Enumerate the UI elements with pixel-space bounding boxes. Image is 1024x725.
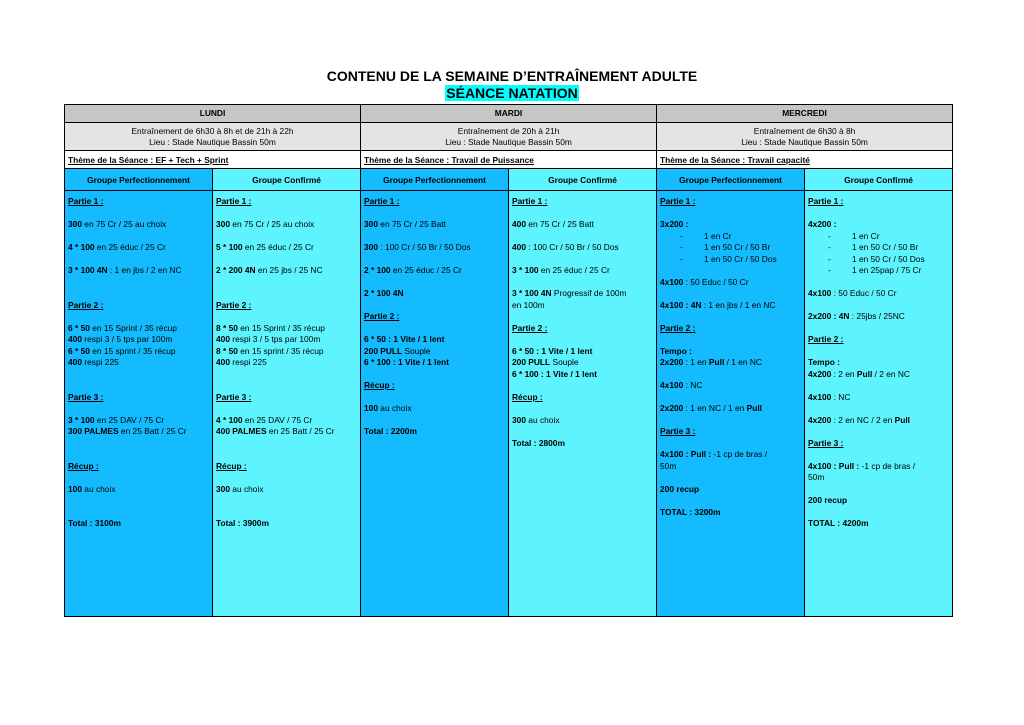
group-conf-mardi: Groupe Confirmé <box>509 169 657 191</box>
total-mercredi-perf: TOTAL : 3200m <box>660 506 721 517</box>
day-header-lundi: LUNDI <box>65 105 361 123</box>
group-perf-mardi: Groupe Perfectionnement <box>361 169 509 191</box>
session-mercredi-perf: Partie 1 : 3x200 : - 1 en Cr - 1 en 50 Cr / 50 Br - 1 en 50 Cr / 50 Dos 4x100 : 50 Educ / 50 Cr 4x100 : 4N : 1 en jbs / 1 en NC Partie 2 : Tempo : 2x200 : 1 en Pull / 1 en NC 4x100 : NC 2x200 : 1 en NC / 1 en Pull Partie 3 : 4x100 : Pull : -1 cp de bras / 50m 200 recup TOTAL : 3200m <box>657 191 805 617</box>
group-conf-lundi: Groupe Confirmé <box>213 169 361 191</box>
day-header-mercredi: MERCREDI <box>657 105 953 123</box>
info-mardi: Entraînement de 20h à 21h Lieu : Stade Nautique Bassin 50m <box>361 123 657 151</box>
total-mardi-perf: Total : 2200m <box>364 426 417 436</box>
total-mercredi-conf: TOTAL : 4200m <box>808 518 869 528</box>
theme-mercredi: Thème de la Séance : Travail capacité <box>657 151 953 169</box>
group-perf-mercredi: Groupe Perfectionnement <box>657 169 805 191</box>
session-mardi-conf: Partie 1 : 400 en 75 Cr / 25 Batt 400 : 100 Cr / 50 Br / 50 Dos 3 * 100 en 25 éduc / 25 Cr 3 * 100 4N Progressif de 100m en 100m Partie 2 : 6 * 50 : 1 Vite / 1 lent 200 PULL Souple 6 * 100 : 1 Vite / 1 lent Récup : 300 au choix Total : 2800m <box>509 191 657 617</box>
document-subtitle: SÉANCE NATATION <box>446 85 578 101</box>
day-header-mardi: MARDI <box>361 105 657 123</box>
theme-mardi: Thème de la Séance : Travail de Puissance <box>361 151 657 169</box>
theme-lundi: Thème de la Séance : EF + Tech + Sprint <box>65 151 361 169</box>
session-mardi-perf: Partie 1 : 300 en 75 Cr / 25 Batt 300 : 100 Cr / 50 Br / 50 Dos 2 * 100 en 25 éduc / 25 Cr 2 * 100 4N Partie 2 : 6 * 50 : 1 Vite / 1 lent 200 PULL Souple 6 * 100 : 1 Vite / 1 lent Récup : 100 au choix Total : 2200m <box>361 191 509 617</box>
total-lundi-perf: Total : 3100m <box>68 518 121 528</box>
document-title: CONTENU DE LA SEMAINE D’ENTRAÎNEMENT ADULTE <box>326 68 698 84</box>
total-lundi-conf: Total : 3900m <box>216 518 269 528</box>
info-mercredi: Entraînement de 6h30 à 8h Lieu : Stade Nautique Bassin 50m <box>657 123 953 151</box>
session-lundi-perf: Partie 1 : 300 en 75 Cr / 25 au choix 4 * 100 en 25 éduc / 25 Cr 3 * 100 4N : 1 en jbs / 2 en NC Partie 2 : 6 * 50 en 15 Sprint / 35 récup 400 respi 3 / 5 tps par 100m 6 * 50 en 15 sprint / 35 récup 400 respi 225 Partie 3 : 3 * 100 en 25 DAV / 75 Cr 300 PALMES en 25 Batt / 25 Cr Récup : 100 au choix Total : 3100m <box>65 191 213 617</box>
group-conf-mercredi: Groupe Confirmé <box>805 169 953 191</box>
session-lundi-conf: Partie 1 : 300 en 75 Cr / 25 au choix 5 * 100 en 25 éduc / 25 Cr 2 * 200 4N en 25 jbs / 25 NC Partie 2 : 8 * 50 en 15 Sprint / 35 récup 400 respi 3 / 5 tps par 100m 8 * 50 en 15 sprint / 35 récup 400 respi 225 Partie 3 : 4 * 100 en 25 DAV / 75 Cr 400 PALMES en 25 Batt / 25 Cr Récup : 300 au choix Total : 3900m <box>213 191 361 617</box>
session-mercredi-conf: Partie 1 : 4x200 : - 1 en Cr - 1 en 50 Cr / 50 Br - 1 en 50 Cr / 50 Dos - 1 en 25pap / 75 Cr 4x100 : 50 Educ / 50 Cr 2x200 : 4N : 25jbs / 25NC Partie 2 : Tempo : 4x200 : 2 en Pull / 2 en NC 4x100 : NC 4x200 : 2 en NC / 2 en Pull Partie 3 : 4x100 : Pull : -1 cp de bras / 50m 200 recup TOTAL : 4200m <box>805 191 953 617</box>
info-lundi: Entraînement de 6h30 à 8h et de 21h à 22h Lieu : Stade Nautique Bassin 50m <box>65 123 361 151</box>
total-mardi-conf: Total : 2800m <box>512 437 565 448</box>
group-perf-lundi: Groupe Perfectionnement <box>65 169 213 191</box>
training-table <box>64 104 953 617</box>
